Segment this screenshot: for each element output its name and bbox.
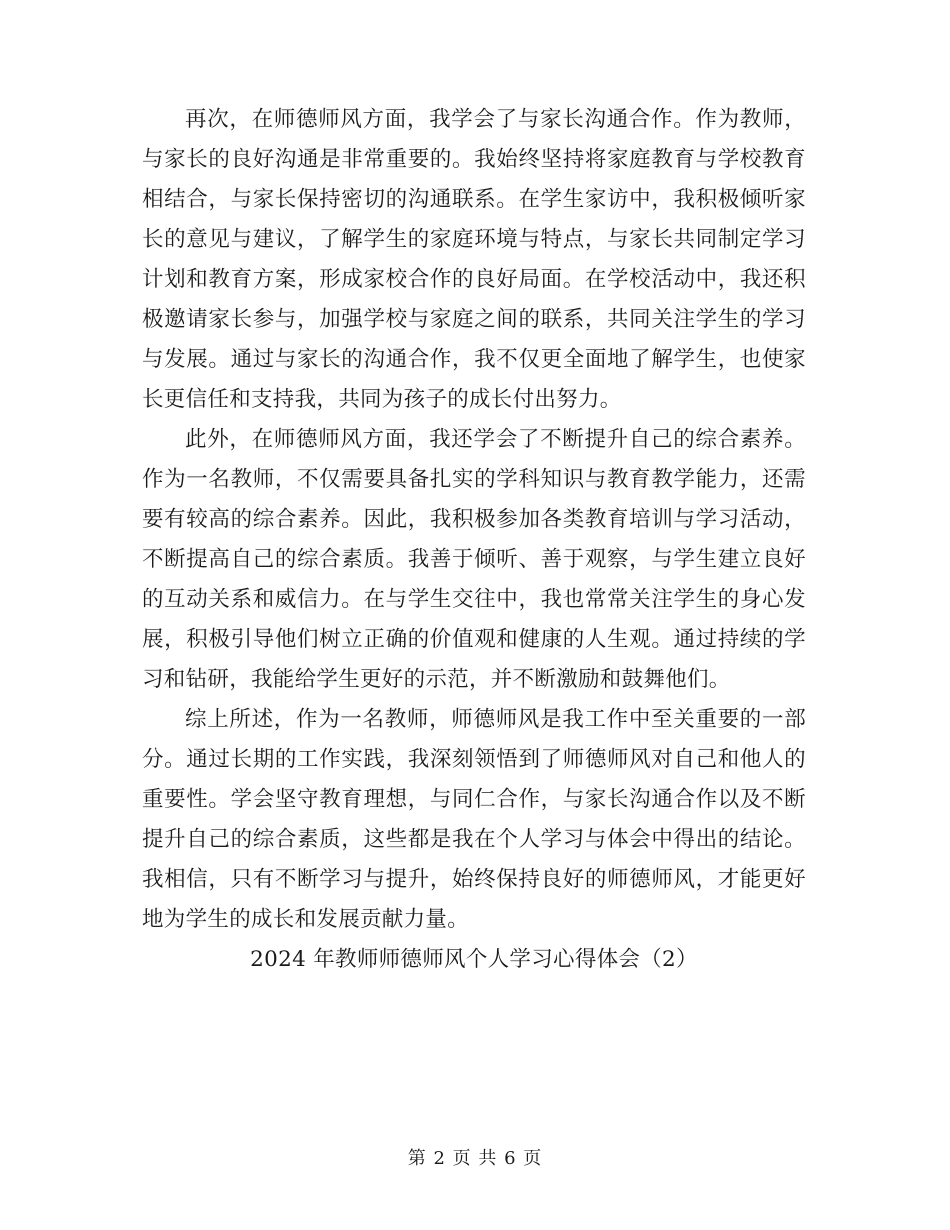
- document-body: [142, 100, 806, 980]
- paragraph-comprehensive-quality: 此外，在师德师风方面，我还学会了不断提升自己的综合素养。作为一名教师，不仅需要具备扎实的学科知识与教育教学能力，还需要有较高的综合素养。因此，我积极参加各类教育培训与学习活动，不断提高自己的综合素质。我善于倾听、善于观察，与学生建立良好的互动关系和威信力。在与学生交往中，我也常常关注学生的身心发展，积极引导他们树立正确的价值观和健康的人生观。通过持续的学习和钻研，我能给学生更好的示范，并不断激励和鼓舞他们。: [142, 427, 806, 692]
- section-heading: 2024 年教师师德师风个人学习心得体会（2）: [250, 947, 698, 972]
- paragraph-conclusion: 综上所述，作为一名教师，师德师风是我工作中至关重要的一部分。通过长期的工作实践，我深刻领悟到了师德师风对自己和他人的重要性。学会坚守教育理想，与同仁合作，与家长沟通合作以及不断提升自己的综合素质，这些都是我在个人学习与体会中得出的结论。我相信，只有不断学习与提升，始终保持良好的师德师风，才能更好地为学生的成长和发展贡献力量。: [142, 707, 806, 932]
- paragraph-parent-communication: 再次，在师德师风方面，我学会了与家长沟通合作。作为教师，与家长的良好沟通是非常重要的。我始终坚持将家庭教育与学校教育相结合，与家长保持密切的沟通联系。在学生家访中，我积极倾听家长的意见与建议，了解学生的家庭环境与特点，与家长共同制定学习计划和教育方案，形成家校合作的良好局面。在学校活动中，我还积极邀请家长参与，加强学校与家庭之间的联系，共同关注学生的学习与发展。通过与家长的沟通合作，我不仅更全面地了解学生，也使家长更信任和支持我，共同为孩子的成长付出努力。: [142, 107, 806, 412]
- page-number-footer: 第 2 页 共 6 页: [407, 1148, 543, 1169]
